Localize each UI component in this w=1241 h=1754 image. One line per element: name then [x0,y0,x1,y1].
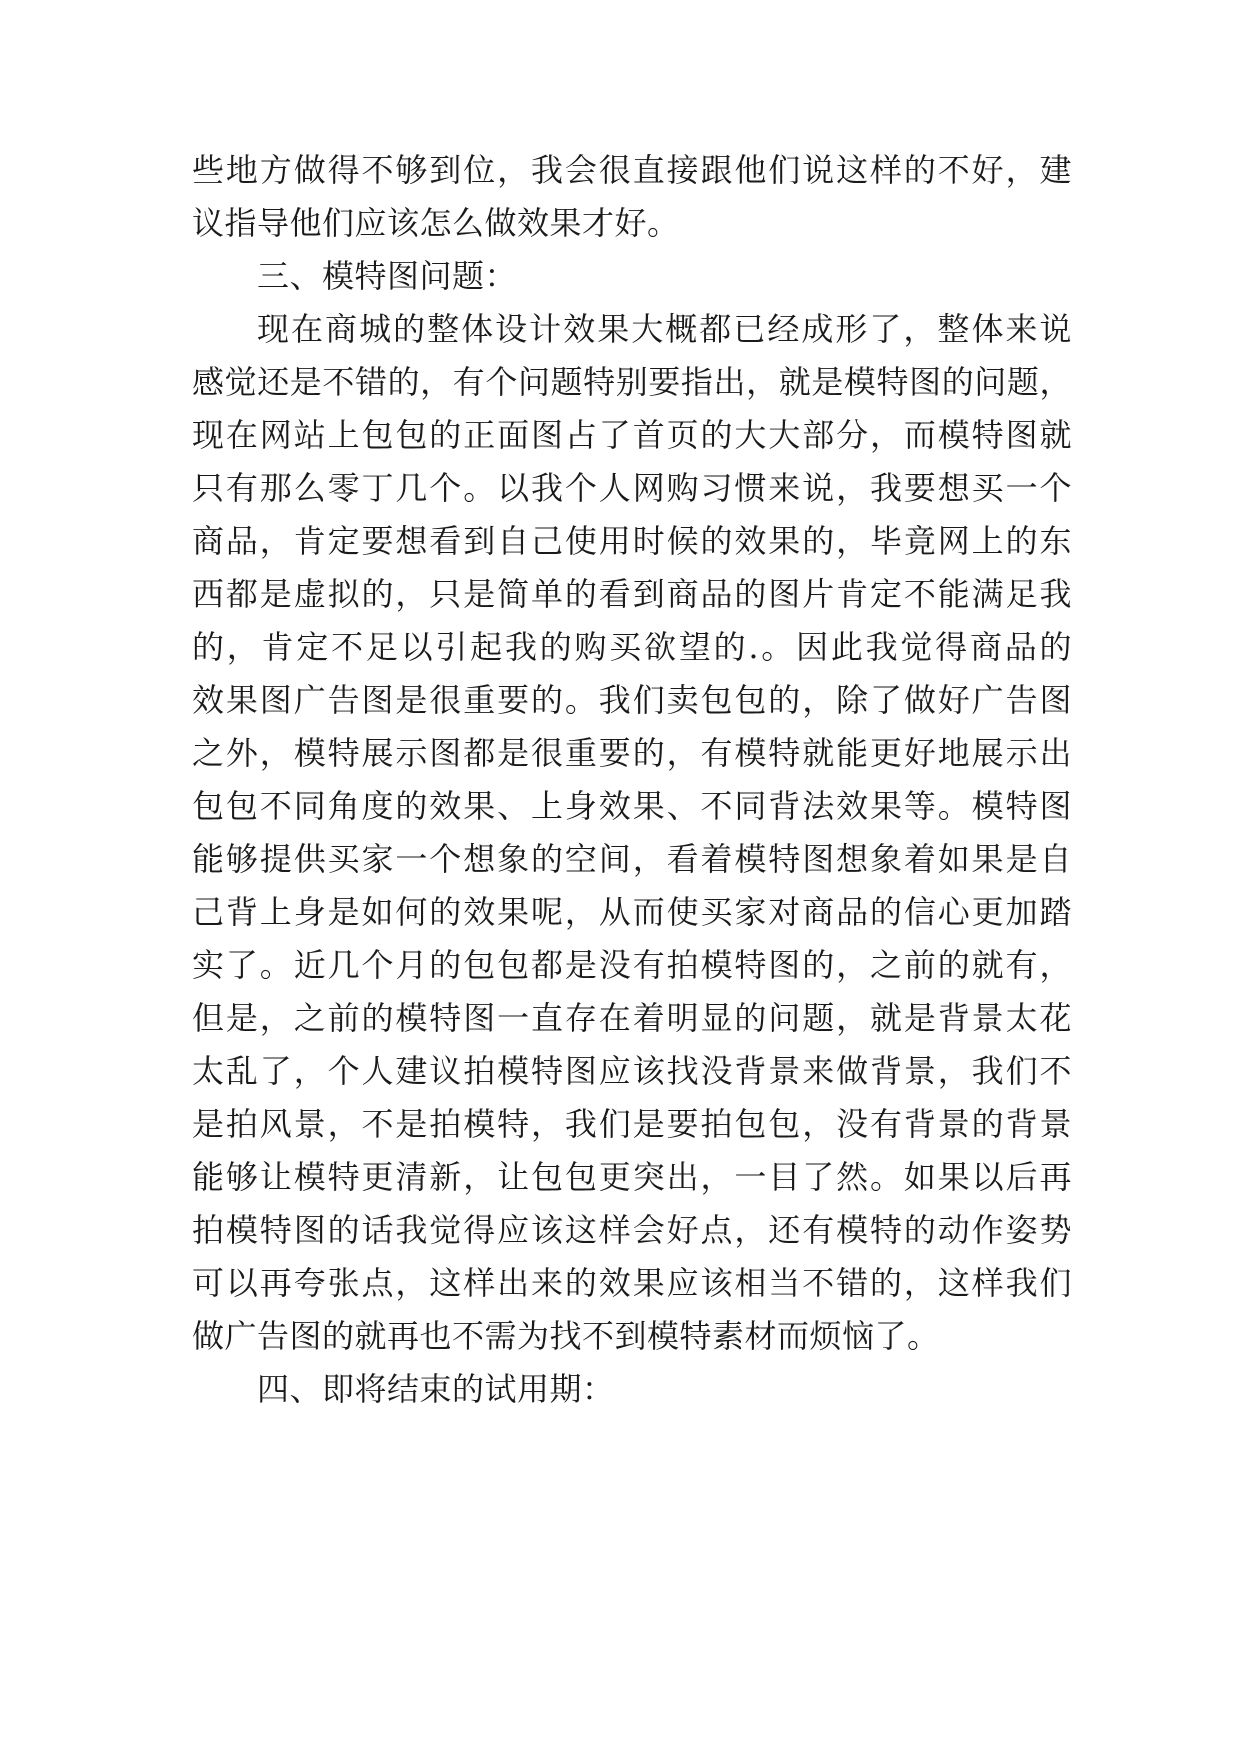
text-line: 之外，模特展示图都是很重要的，有模特就能更好地展示出 [192,734,1072,772]
text-line: 只有那么零丁几个。以我个人网购习惯来说，我要想买一个 [192,469,1072,507]
text-line: 些地方做得不够到位，我会很直接跟他们说这样的不好，建 [192,151,1072,189]
text-line: 议指导他们应该怎么做效果才好。 [192,204,680,242]
text-line: 包包不同角度的效果、上身效果、不同背法效果等。模特图 [192,787,1072,825]
text-line: 感觉还是不错的，有个问题特别要指出，就是模特图的问题， [192,363,1072,401]
text-line: 商品，肯定要想看到自己使用时候的效果的，毕竟网上的东 [192,522,1072,560]
text-line: 太乱了，个人建议拍模特图应该找没背景来做背景，我们不 [192,1052,1072,1090]
text-line: 西都是虚拟的，只是简单的看到商品的图片肯定不能满足我 [192,575,1072,613]
text-line: 己背上身是如何的效果呢，从而使买家对商品的信心更加踏 [192,893,1072,931]
text-line: 是拍风景，不是拍模特，我们是要拍包包，没有背景的背景 [192,1105,1072,1143]
text-line: 现在网站上包包的正面图占了首页的大大部分，而模特图就 [192,416,1072,454]
text-line: 实了。近几个月的包包都是没有拍模特图的，之前的就有， [192,946,1072,984]
section-heading: 三、模特图问题： [257,257,518,295]
text-line: 可以再夸张点，这样出来的效果应该相当不错的，这样我们 [192,1264,1072,1302]
text-line: 能够提供买家一个想象的空间，看着模特图想象着如果是自 [192,840,1072,878]
text-line: 效果图广告图是很重要的。我们卖包包的，除了做好广告图 [192,681,1072,719]
text-line: 的，肯定不足以引起我的购买欲望的.。因此我觉得商品的 [192,628,1072,666]
text-line: 能够让模特更清新，让包包更突出，一目了然。如果以后再 [192,1158,1072,1196]
text-line: 但是，之前的模特图一直存在着明显的问题，就是背景太花 [192,999,1072,1037]
text-line: 做广告图的就再也不需为找不到模特素材而烦恼了。 [192,1317,940,1355]
text-line: 拍模特图的话我觉得应该这样会好点，还有模特的动作姿势 [192,1211,1072,1249]
text-line: 现在商城的整体设计效果大概都已经成形了，整体来说 [257,310,1072,348]
section-heading: 四、即将结束的试用期： [257,1370,615,1408]
